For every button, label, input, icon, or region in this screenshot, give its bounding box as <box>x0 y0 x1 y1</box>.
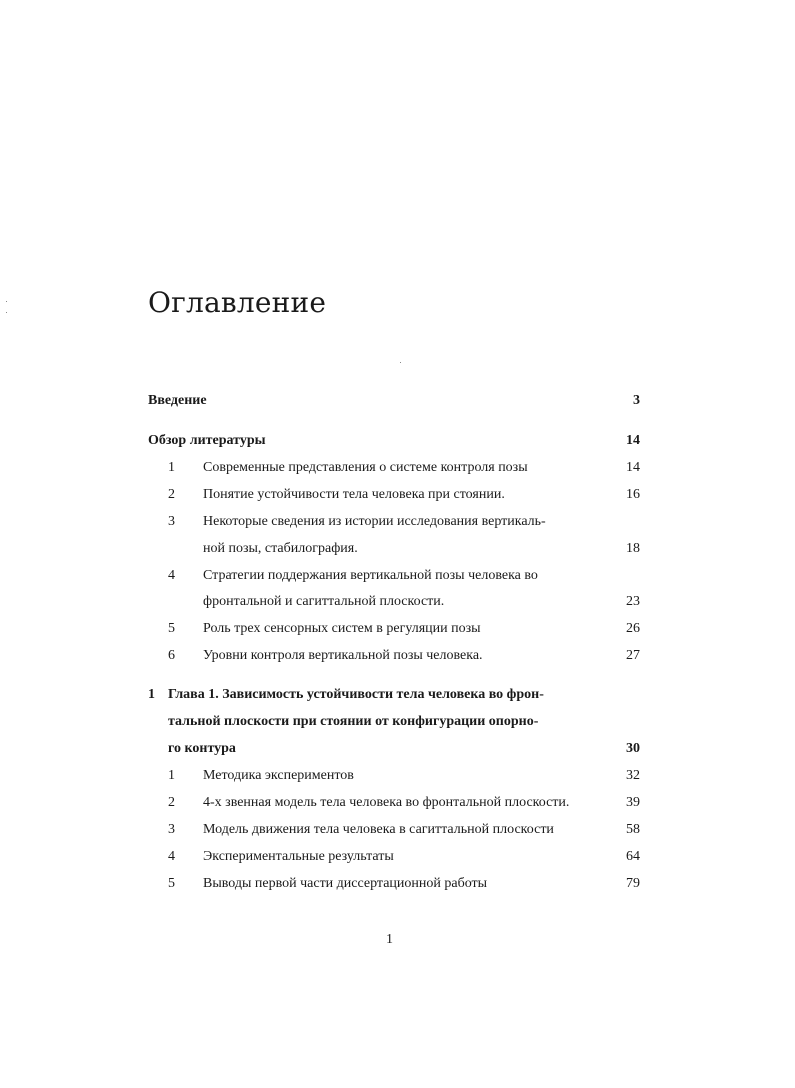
toc-entry-number: 1 <box>168 460 175 475</box>
scan-speck <box>400 362 401 363</box>
toc-entry-page: 14 <box>626 460 640 475</box>
toc-entry-review-4[interactable] <box>148 566 640 586</box>
toc-entry-review-3[interactable] <box>148 512 640 532</box>
toc-entry-label: Модель движения тела человека в сагиттальной плоскости <box>203 822 554 837</box>
toc-entry-chapter-1-4[interactable] <box>148 847 640 867</box>
toc-entry-number: 1 <box>168 768 175 783</box>
toc-entry-number: 4 <box>168 568 175 583</box>
toc-entry-label: Понятие устойчивости тела человека при стоянии. <box>203 487 505 502</box>
toc-entry-number: 5 <box>168 876 175 891</box>
toc-entry-label: Стратегии поддержания вертикальной позы человека во <box>203 568 538 583</box>
page-title: Оглавление <box>148 286 327 319</box>
toc-entry-chapter-1-1[interactable] <box>148 766 640 786</box>
toc-entry-page: 3 <box>633 393 640 408</box>
toc-entry-label: Введение <box>148 393 207 408</box>
toc-entry-label: Уровни контроля вертикальной позы человека. <box>203 648 483 663</box>
toc-entry-label: Обзор литературы <box>148 433 266 448</box>
toc-entry-label: Методика экспериментов <box>203 768 354 783</box>
toc-entry-number: 1 <box>148 687 155 702</box>
toc-entry-chapter-1-2[interactable] <box>148 793 640 813</box>
toc-entry-label: Глава 1. Зависимость устойчивости тела человека во фрон- <box>168 687 544 702</box>
toc-entry-chapter-1-5[interactable] <box>148 874 640 894</box>
toc-entry-review-6[interactable] <box>148 646 640 666</box>
toc-entry-page: 18 <box>626 541 640 556</box>
toc-entry-label: Выводы первой части диссертационной работы <box>203 876 488 891</box>
toc-entry-page: 58 <box>626 822 640 837</box>
toc-entry-page: 26 <box>626 621 640 636</box>
toc-entry-chapter-1[interactable] <box>148 685 640 705</box>
toc-entry-label: го контура <box>168 741 236 756</box>
toc-entry-page: 23 <box>626 594 640 609</box>
footer-page-number: 1 <box>386 932 393 947</box>
toc-entry-chapter-1-cont2[interactable] <box>148 739 640 759</box>
toc-entry-intro[interactable] <box>148 391 640 411</box>
toc-entry-number: 3 <box>168 514 175 529</box>
toc-entry-label: Роль трех сенсорных систем в регуляции позы <box>203 621 481 636</box>
toc-entry-page: 64 <box>626 849 640 864</box>
toc-entry-page: 16 <box>626 487 640 502</box>
toc-entry-label: 4-х звенная модель тела человека во фронтальной плоскости. <box>203 795 570 810</box>
toc-entry-chapter-1-3[interactable] <box>148 820 640 840</box>
toc-entry-page: 39 <box>626 795 640 810</box>
toc-entry-label: фронтальной и сагиттальной плоскости. <box>203 594 445 609</box>
toc-entry-review-5[interactable] <box>148 619 640 639</box>
scan-speck <box>6 312 7 313</box>
toc-entry-number: 3 <box>168 822 175 837</box>
toc-entry-label: тальной плоскости при стоянии от конфигурации опорно- <box>168 714 539 729</box>
toc-entry-page: 79 <box>626 876 640 891</box>
toc-entry-label: ной позы, стабилография. <box>203 541 358 556</box>
toc-entry-review-4-cont[interactable] <box>148 592 640 612</box>
toc-entry-page: 27 <box>626 648 640 663</box>
toc-entry-label: Некоторые сведения из истории исследования вертикаль- <box>203 514 546 529</box>
toc-entry-page: 14 <box>626 433 640 448</box>
toc-entry-label: Современные представления о системе контроля позы <box>203 460 528 475</box>
toc-entry-review-3-cont[interactable] <box>148 539 640 559</box>
toc-entry-number: 4 <box>168 849 175 864</box>
toc-entry-page: 30 <box>626 741 640 756</box>
toc-entry-number: 5 <box>168 621 175 636</box>
toc-entry-chapter-1-cont[interactable] <box>148 712 640 732</box>
toc-entry-number: 6 <box>168 648 175 663</box>
toc-entry-number: 2 <box>168 487 175 502</box>
toc-entry-page: 32 <box>626 768 640 783</box>
scan-speck <box>6 301 7 302</box>
toc-entry-label: Экспериментальные результаты <box>203 849 394 864</box>
toc-entry-review-2[interactable] <box>148 485 640 505</box>
toc-entry-review[interactable] <box>148 431 640 451</box>
toc-entry-number: 2 <box>168 795 175 810</box>
toc-entry-review-1[interactable] <box>148 458 640 478</box>
